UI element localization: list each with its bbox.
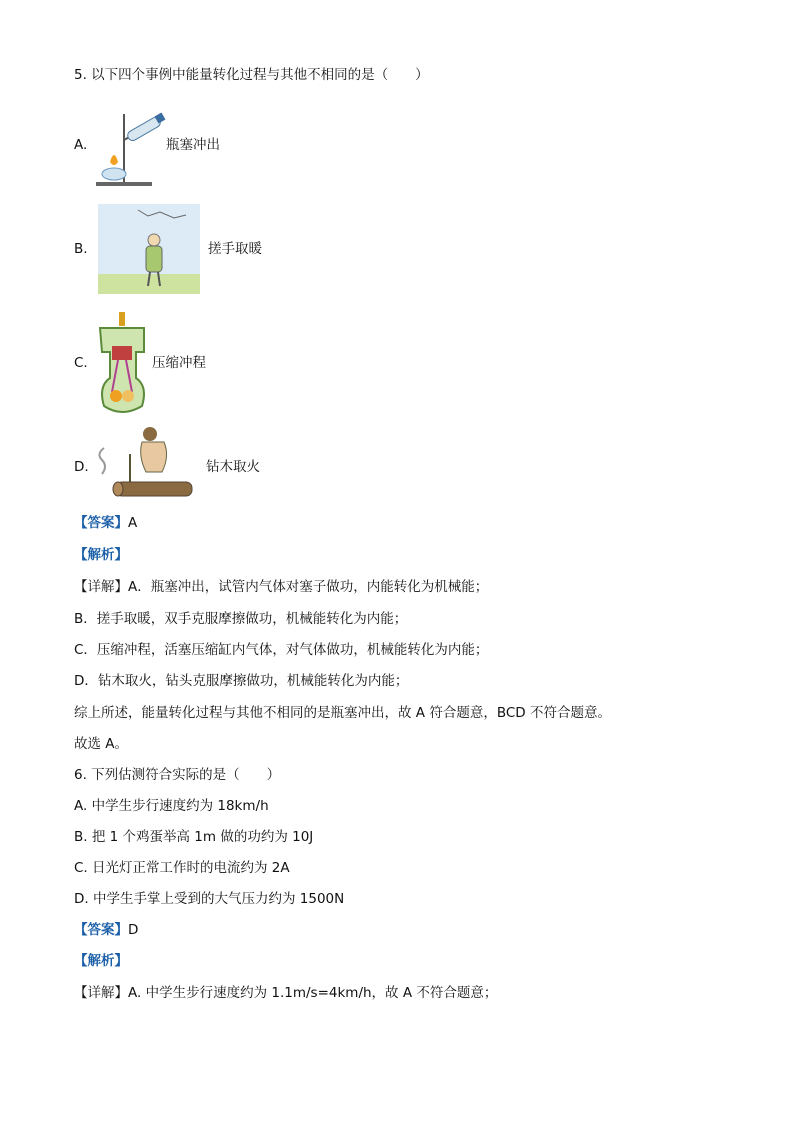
q5-option-c-label: 压缩冲程 bbox=[152, 355, 206, 371]
q6-answer: D bbox=[128, 922, 139, 938]
q5-detail-line-3: C．压缩冲程，活塞压缩缸内气体，对气体做功，机械能转化为内能； bbox=[74, 642, 489, 658]
q6-option-c: C. 日光灯正常工作时的电流约为 2A bbox=[74, 860, 290, 876]
q5-detail-tag: 【详解】 bbox=[74, 579, 128, 595]
q5-option-a-label: 瓶塞冲出 bbox=[166, 137, 220, 153]
q5-option-a-letter: A. bbox=[74, 137, 88, 153]
q5-option-d-letter: D. bbox=[74, 459, 89, 475]
q5-option-d-label: 钻木取火 bbox=[206, 459, 260, 475]
q6-option-d: D. 中学生手掌上受到的大气压力约为 1500N bbox=[74, 891, 345, 907]
q6-analysis-tag: 【解析】 bbox=[74, 953, 128, 969]
q5-summary-line: 综上所述，能量转化过程与其他不相同的是瓶塞冲出，故 A 符合题意，BCD 不符合题意。 bbox=[74, 705, 611, 721]
q5-answer-line bbox=[74, 514, 137, 532]
q6-option-b: B. 把 1 个鸡蛋举高 1m 做的功约为 10J bbox=[74, 829, 314, 845]
q6-answer-line bbox=[74, 921, 138, 939]
q5-option-b-label: 搓手取暖 bbox=[208, 241, 262, 257]
q6-detail-text: A. 中学生步行速度约为 1.1m/s=4km/h，故 A 不符合题意； bbox=[128, 985, 498, 1001]
q6-analysis-line bbox=[74, 952, 128, 970]
q5-option-c-letter: C. bbox=[74, 355, 88, 371]
q6-answer-tag: 【答案】 bbox=[74, 922, 128, 938]
q6-detail-line bbox=[74, 984, 497, 1002]
rubbing-hands-figure bbox=[98, 204, 200, 294]
q6-stem: 6. 下列估测符合实际的是（ ） bbox=[74, 767, 281, 783]
q5-analysis-tag: 【解析】 bbox=[74, 547, 128, 563]
q5-detail-line-1 bbox=[74, 578, 488, 596]
q6-detail-tag: 【详解】 bbox=[74, 985, 128, 1001]
q5-answer-tag: 【答案】 bbox=[74, 515, 128, 531]
q5-stem: 5. 以下四个事例中能量转化过程与其他不相同的是（ ） bbox=[74, 67, 429, 83]
q5-answer: A bbox=[128, 515, 138, 531]
q5-option-b-letter: B. bbox=[74, 241, 88, 257]
q5-detail-text-1: A．瓶塞冲出，试管内气体对塞子做功，内能转化为机械能； bbox=[128, 579, 489, 595]
q5-conclusion-line: 故选 A。 bbox=[74, 736, 129, 752]
q5-analysis-line bbox=[74, 546, 128, 564]
drilling-wood-fire-figure bbox=[96, 424, 196, 506]
q5-detail-line-2: B．搓手取暖，双手克服摩擦做功，机械能转化为内能； bbox=[74, 611, 408, 627]
q6-option-a: A. 中学生步行速度约为 18km/h bbox=[74, 798, 269, 814]
test-tube-stopper-figure bbox=[90, 104, 170, 188]
q5-detail-line-4: D．钻木取火，钻头克服摩擦做功，机械能转化为内能； bbox=[74, 673, 409, 689]
engine-compression-stroke-figure bbox=[92, 312, 154, 416]
